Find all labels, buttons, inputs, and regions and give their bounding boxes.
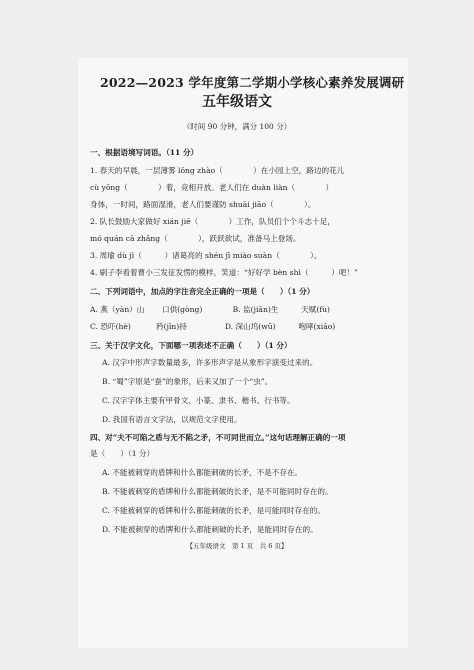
- section-heading: 二、下列词语中，加点的字注音完全正确的一项是（ ）（1 分）: [90, 287, 315, 296]
- section-heading: 四、对“夫不可陷之盾与无不陷之矛，不可同世而立。”这句话理解正确的一项: [90, 433, 346, 442]
- question-line: D. 我国有语言文字法，以规范文字使用。: [102, 415, 242, 424]
- question-line: 身体，一时间，路面湿滑，老人们要谨防 shuāi jiāo（ ）。: [90, 200, 316, 209]
- section-heading: 三、关于汉字文化，下面哪一项表述不正确（ ）（1 分）: [90, 341, 292, 350]
- question-line: B. “蜀”字原是“蚕”的象形，后来又加了一个“虫”。: [102, 377, 273, 386]
- question-line: 2. 队长鼓励大家做好 xián jiē（ ）工作，队员们个个斗志十足，: [90, 217, 335, 226]
- question-line: 3. 周瑜 dù jì（ ）诸葛亮的 shén jī miào suàn（ ）。: [90, 251, 322, 260]
- question-line: A. 燕（yàn）山 口供(gòng) B. 监(jiān)生 天赋(fù): [90, 305, 330, 314]
- question-line: 4. 刷子李看着曹小三发征发愣的模样，笑道：“好好学 bèn shì（ ）吧！”: [90, 268, 358, 277]
- exam-title: 2022—2023 学年度第二学期小学核心素养发展调研: [100, 75, 405, 90]
- question-line: 是（ ）（1 分）: [90, 449, 155, 458]
- page-footer: 【五年级语文 第 1 页 共 6 页】: [186, 542, 288, 550]
- section-heading: 一、根据语境写词语。（11 分）: [90, 148, 199, 157]
- question-line: mó quán cā zhǎng（ ），跃跃欲试，准备马上登场。: [90, 234, 301, 243]
- exam-info: （时间 90 分钟，满分 100 分）: [182, 122, 292, 131]
- question-line: A. 汉字中形声字数量最多，许多形声字是从象形字演变过来的。: [102, 358, 318, 367]
- exam-paper: [78, 58, 408, 648]
- question-line: C. 恐吓(hè) 矜(jīn)持 D. 深山坞(wū) 咆哮(xiāo): [90, 322, 336, 331]
- question-line: cù yōng（ ）着，竞相开放。老人们在 duàn liàn（ ）: [90, 183, 334, 192]
- question-line: B. 不能被刺穿的盾牌和什么都能刺破的长矛，是不可能同时存在的。: [102, 487, 333, 496]
- question-line: 1. 春天的早晨，一层薄雾 lǒng zhào（ ）在小园上空，路边的花儿: [90, 166, 345, 175]
- question-line: C. 汉字字体主要有甲骨文、小篆、隶书、楷书、行书等。: [102, 396, 295, 405]
- question-line: C. 不能被刺穿的盾牌和什么都能刺破的长矛，是可能同时存在的。: [102, 506, 325, 515]
- question-line: D. 不能被刺穿的盾牌和什么都能刺破的长矛，是能同时存在的。: [102, 525, 318, 534]
- question-line: A. 不能被刺穿的盾牌和什么都能刺破的长矛，不是不存在。: [102, 468, 303, 477]
- exam-subtitle: 五年级语文: [202, 94, 272, 110]
